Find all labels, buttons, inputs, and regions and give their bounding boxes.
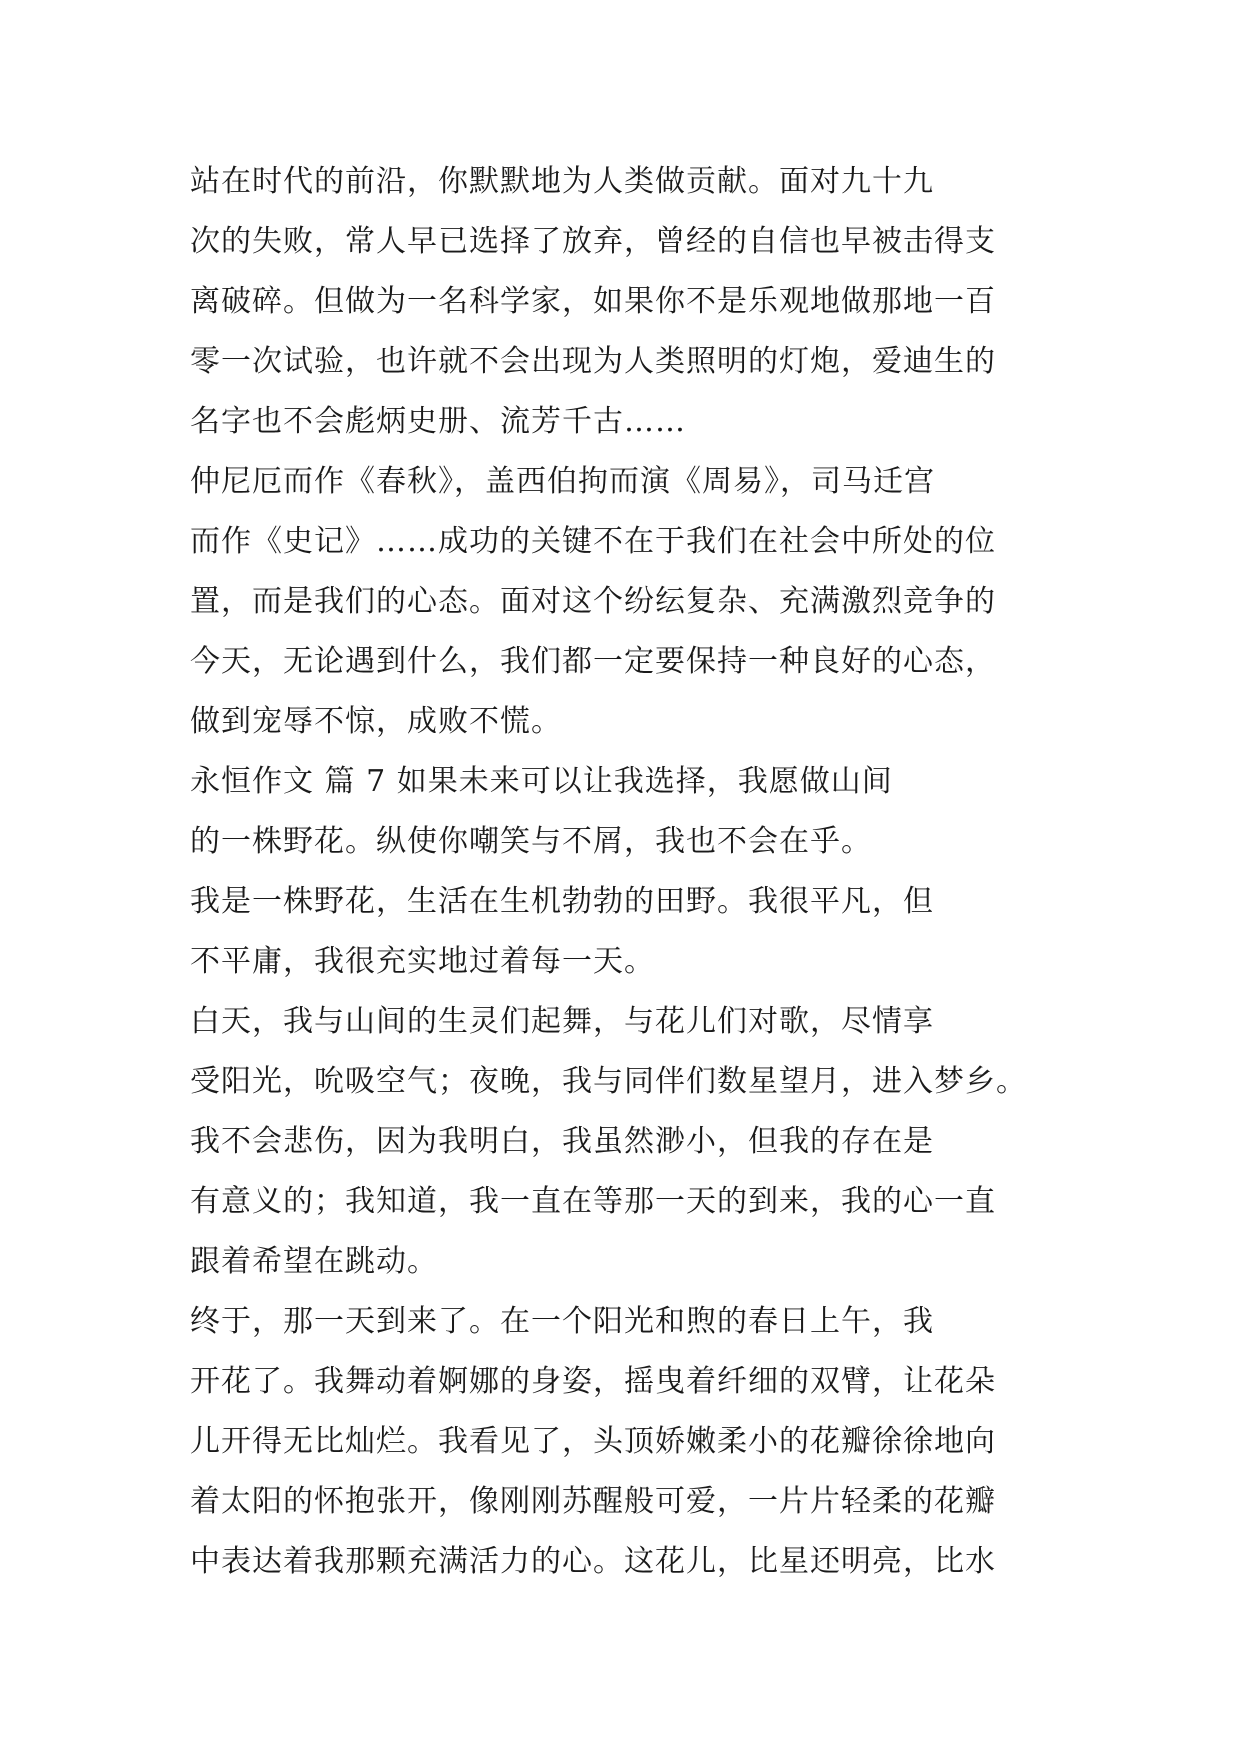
text-line: 我是一株野花，生活在生机勃勃的田野。我很平凡，但: [190, 884, 934, 919]
text-line: 名字也不会彪炳史册、流芳千古……: [190, 404, 686, 439]
section-heading-line: 永恒作文 篇 7 如果未来可以让我选择，我愿做山间: [190, 764, 893, 799]
text-line: 跟着希望在跳动。: [190, 1244, 438, 1279]
text-line: 着太阳的怀抱张开，像刚刚苏醒般可爱，一片片轻柔的花瓣: [190, 1484, 996, 1519]
text-line: 仲尼厄而作《春秋》，盖西伯拘而演《周易》，司马迁宫: [190, 464, 935, 499]
text-line: 站在时代的前沿，你默默地为人类做贡献。面对九十九: [190, 164, 934, 199]
text-line: 我不会悲伤，因为我明白，我虽然渺小，但我的存在是: [190, 1124, 934, 1159]
text-line: 不平庸，我很充实地过着每一天。: [190, 944, 655, 979]
text-line: 儿开得无比灿烂。我看见了，头顶娇嫩柔小的花瓣徐徐地向: [190, 1424, 996, 1459]
text-line: 做到宠辱不惊，成败不慌。: [190, 704, 562, 739]
text-line: 受阳光，吮吸空气；夜晚，我与同伴们数星望月，进入梦乡。: [190, 1064, 1027, 1099]
text-line: 置，而是我们的心态。面对这个纷纭复杂、充满激烈竞争的: [190, 584, 996, 619]
text-line: 次的失败，常人早已选择了放弃，曾经的自信也早被击得支: [190, 224, 996, 259]
text-line: 中表达着我那颗充满活力的心。这花儿，比星还明亮，比水: [190, 1544, 996, 1579]
document-body: [190, 152, 1070, 1592]
text-line: 的一株野花。纵使你嘲笑与不屑，我也不会在乎。: [190, 824, 872, 859]
text-line: 而作《史记》……成功的关键不在于我们在社会中所处的位: [190, 524, 996, 559]
text-line: 有意义的；我知道，我一直在等那一天的到来，我的心一直: [190, 1184, 996, 1219]
text-line: 开花了。我舞动着婀娜的身姿，摇曳着纤细的双臂，让花朵: [190, 1364, 996, 1399]
text-line: 今天，无论遇到什么，我们都一定要保持一种良好的心态，: [190, 644, 996, 679]
text-line: 离破碎。但做为一名科学家，如果你不是乐观地做那地一百: [190, 284, 996, 319]
text-line: 零一次试验，也许就不会出现为人类照明的灯炮，爱迪生的: [190, 344, 996, 379]
text-line: 白天，我与山间的生灵们起舞，与花儿们对歌，尽情享: [190, 1004, 934, 1039]
text-line: 终于，那一天到来了。在一个阳光和煦的春日上午，我: [190, 1304, 934, 1339]
